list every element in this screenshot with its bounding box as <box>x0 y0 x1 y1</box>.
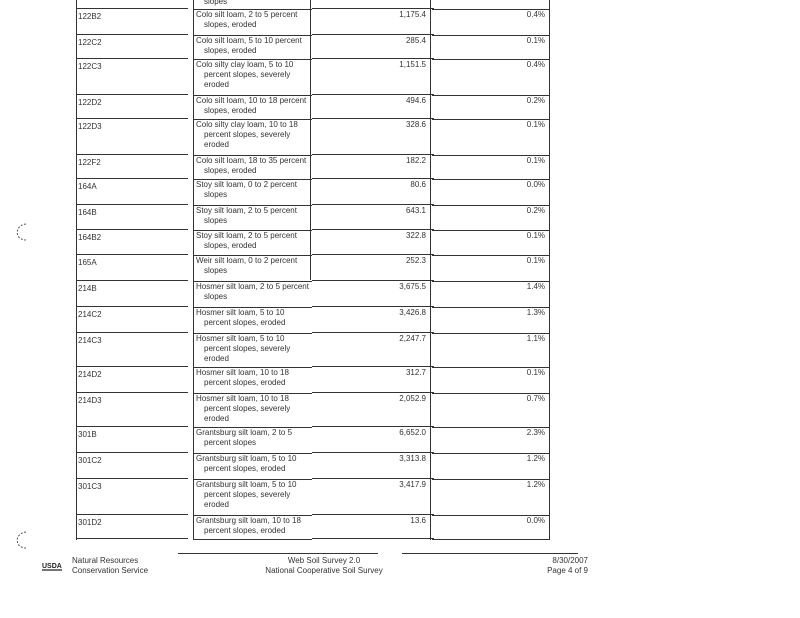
map-unit-name <box>196 120 314 150</box>
map-unit-name-line: Weir silt loam, 0 to 2 percent <box>196 256 298 265</box>
map-unit-name-line: eroded <box>204 500 229 509</box>
percent-of-aoi: 2.3% <box>526 428 545 437</box>
map-unit-symbol: 164B2 <box>78 233 102 242</box>
acres-in-aoi: 3,426.8 <box>399 308 426 317</box>
map-unit-name-line: percent slopes <box>204 438 257 447</box>
map-unit-name-line: percent slopes, eroded <box>204 464 286 473</box>
map-unit-name-line: slopes, eroded <box>204 166 257 175</box>
map-unit-name-line: slopes, eroded <box>204 106 257 115</box>
map-unit-name-line: Hosmer silt loam, 5 to 10 <box>196 334 285 343</box>
row-divider <box>76 366 188 367</box>
map-unit-name-line: eroded <box>204 354 229 363</box>
acres-in-aoi: 3,675.5 <box>399 282 426 291</box>
row-divider <box>76 478 188 479</box>
map-unit-name <box>196 36 314 56</box>
map-unit-name-line: Stoy silt loam, 2 to 5 percent <box>196 231 297 240</box>
row-divider <box>312 154 434 155</box>
map-unit-name-line: slopes <box>204 266 228 275</box>
acres-in-aoi: 312.7 <box>405 368 426 377</box>
percent-of-aoi: 0.0% <box>526 516 545 525</box>
percent-of-aoi: 0.2% <box>526 96 545 105</box>
row-divider <box>432 539 549 540</box>
row-divider <box>312 280 434 281</box>
percent-of-aoi: 1.2% <box>526 480 545 489</box>
row-divider <box>76 204 188 205</box>
page-info <box>500 556 588 576</box>
column-divider <box>549 0 550 540</box>
map-unit-name-line: Colo silt loam, 18 to 35 percent <box>196 156 307 165</box>
acres-in-aoi: 182.2 <box>405 156 426 165</box>
acres-in-aoi: 13.6 <box>410 516 426 525</box>
page-number: Page 4 of 9 <box>547 566 588 575</box>
map-unit-symbol: 214C3 <box>78 336 102 345</box>
percent-of-aoi: 0.1% <box>526 231 545 240</box>
row-divider <box>312 58 434 59</box>
row-divider <box>76 426 188 427</box>
row-divider <box>312 34 434 35</box>
percent-of-aoi: 0.1% <box>526 36 545 45</box>
acres-in-aoi: 494.6 <box>405 96 426 105</box>
row-divider <box>76 254 188 255</box>
map-unit-name-line: slopes <box>204 216 228 225</box>
row-divider <box>76 514 188 515</box>
acres-in-aoi: 2,052.9 <box>399 394 426 403</box>
map-unit-name-line: slopes <box>204 0 228 6</box>
row-divider <box>312 514 434 515</box>
percent-of-aoi: 0.1% <box>526 368 545 377</box>
acres-in-aoi: 1,151.5 <box>399 60 426 69</box>
map-unit-name <box>196 96 314 116</box>
row-divider <box>312 426 434 427</box>
survey-name <box>232 556 416 576</box>
map-unit-name-line: eroded <box>204 80 229 89</box>
footer-rule <box>178 553 378 554</box>
percent-of-aoi: 0.1% <box>526 120 545 129</box>
map-unit-symbol: 301B <box>78 430 97 439</box>
map-unit-name <box>196 231 314 251</box>
map-unit-name <box>196 394 314 424</box>
row-divider <box>76 94 188 95</box>
map-unit-symbol: 122D3 <box>78 122 102 131</box>
row-divider <box>312 366 434 367</box>
map-unit-symbol: 214C2 <box>78 310 102 319</box>
acres-in-aoi: 3,417.9 <box>399 480 426 489</box>
map-unit-name <box>196 428 314 448</box>
percent-of-aoi: 0.4% <box>526 10 545 19</box>
percent-of-aoi: 1.1% <box>526 334 545 343</box>
row-divider <box>76 538 188 539</box>
map-unit-name-line: slopes <box>204 292 228 301</box>
row-divider <box>312 118 434 119</box>
map-unit-name <box>196 206 314 226</box>
map-unit-name <box>196 180 314 200</box>
map-unit-symbol: 164A <box>78 182 97 191</box>
map-unit-name-line: eroded <box>204 140 229 149</box>
map-unit-name <box>196 282 314 302</box>
row-divider <box>312 452 434 453</box>
percent-of-aoi: 1.2% <box>526 454 545 463</box>
column-divider <box>193 0 194 540</box>
row-divider <box>76 118 188 119</box>
acres-in-aoi: 2,247.7 <box>399 334 426 343</box>
map-unit-name-line: eroded <box>204 414 229 423</box>
map-unit-name-line: Grantsburg silt loam, 5 to 10 <box>196 454 297 463</box>
punch-hole-mark <box>14 530 28 550</box>
map-unit-symbol: 301C2 <box>78 456 102 465</box>
acres-in-aoi: 285.4 <box>405 36 426 45</box>
map-unit-name <box>196 256 314 276</box>
survey-line2: National Cooperative Soil Survey <box>265 566 383 575</box>
row-divider <box>312 392 434 393</box>
percent-of-aoi: 0.7% <box>526 394 545 403</box>
map-unit-name-line: Stoy silt loam, 0 to 2 percent <box>196 180 297 189</box>
acres-in-aoi: 252.3 <box>405 256 426 265</box>
map-unit-symbol: 214D2 <box>78 370 102 379</box>
row-divider <box>76 34 188 35</box>
row-divider <box>76 452 188 453</box>
acres-in-aoi: 322.8 <box>405 231 426 240</box>
percent-of-aoi: 0.0% <box>526 180 545 189</box>
map-unit-symbol: 122F2 <box>78 158 101 167</box>
map-unit-symbol: 214D3 <box>78 396 102 405</box>
map-unit-name <box>196 156 314 176</box>
map-unit-name-line: Grantsburg silt loam, 5 to 10 <box>196 480 297 489</box>
svg-text:USDA: USDA <box>42 563 62 570</box>
map-unit-name <box>196 516 314 536</box>
acres-in-aoi: 6,652.0 <box>399 428 426 437</box>
map-unit-symbol: 164B <box>78 208 97 217</box>
map-unit-symbol: 214B <box>78 284 97 293</box>
row-divider <box>312 178 434 179</box>
acres-in-aoi: 643.1 <box>405 206 426 215</box>
map-unit-name-line: Stoy silt loam, 2 to 5 percent <box>196 206 297 215</box>
percent-of-aoi: 1.4% <box>526 282 545 291</box>
map-unit-name-line: slopes <box>204 190 228 199</box>
map-unit-symbol: 122D2 <box>78 98 102 107</box>
row-divider <box>312 8 434 9</box>
map-unit-name-line: percent slopes, severely <box>204 490 291 499</box>
percent-of-aoi: 0.1% <box>526 256 545 265</box>
percent-of-aoi: 1.3% <box>526 308 545 317</box>
map-unit-name <box>196 60 314 90</box>
percent-of-aoi: 0.4% <box>526 60 545 69</box>
map-unit-name <box>196 480 314 510</box>
map-unit-name-line: Hosmer silt loam, 2 to 5 percent <box>196 282 309 291</box>
map-unit-symbol: 122C3 <box>78 62 102 71</box>
map-unit-name-line: Colo silty clay loam, 5 to 10 <box>196 60 294 69</box>
row-divider <box>312 229 434 230</box>
map-unit-name <box>196 334 314 364</box>
map-unit-name-line: Colo silty clay loam, 10 to 18 <box>196 120 298 129</box>
row-divider <box>76 392 188 393</box>
acres-in-aoi: 3,313.8 <box>399 454 426 463</box>
map-unit-name <box>196 10 314 30</box>
row-divider <box>76 332 188 333</box>
map-unit-name-line: percent slopes, severely <box>204 344 291 353</box>
acres-in-aoi: 1,175.4 <box>399 10 426 19</box>
row-divider <box>312 332 434 333</box>
map-unit-name-line: slopes, eroded <box>204 241 257 250</box>
map-unit-name-line: percent slopes, eroded <box>204 378 286 387</box>
map-unit-name-line: percent slopes, severely <box>204 130 291 139</box>
row-divider <box>76 306 188 307</box>
row-divider <box>312 538 434 539</box>
map-unit-name-line: percent slopes, eroded <box>204 318 286 327</box>
agency-line2: Conservation Service <box>72 566 149 575</box>
map-unit-name-line: Grantsburg silt loam, 10 to 18 <box>196 516 301 525</box>
column-divider <box>430 0 431 540</box>
agency-line1: Natural Resources <box>72 556 139 565</box>
map-unit-name-line: percent slopes, eroded <box>204 526 286 535</box>
row-divider <box>312 204 434 205</box>
usda-logo-icon <box>42 559 64 571</box>
column-divider <box>76 0 77 540</box>
map-unit-name-line: slopes, eroded <box>204 46 257 55</box>
map-unit-name-line: Colo silt loam, 10 to 18 percent <box>196 96 307 105</box>
row-divider <box>312 478 434 479</box>
row-divider <box>312 306 434 307</box>
footer-rule <box>402 553 578 554</box>
row-divider <box>76 280 188 281</box>
map-unit-name-line: percent slopes, severely <box>204 70 291 79</box>
row-divider <box>312 94 434 95</box>
acres-in-aoi: 80.6 <box>410 180 426 189</box>
row-divider <box>76 229 188 230</box>
map-unit-name <box>196 454 314 474</box>
row-divider <box>76 154 188 155</box>
row-divider <box>312 254 434 255</box>
row-divider <box>76 8 188 9</box>
column-divider <box>310 0 311 280</box>
map-unit-symbol: 301C3 <box>78 482 102 491</box>
percent-of-aoi: 0.1% <box>526 156 545 165</box>
percent-of-aoi: 0.2% <box>526 206 545 215</box>
map-unit-name-line: Grantsburg silt loam, 2 to 5 <box>196 428 293 437</box>
map-unit-name-line: Colo silt loam, 5 to 10 percent <box>196 36 302 45</box>
survey-line1: Web Soil Survey 2.0 <box>287 556 361 565</box>
map-unit-name-line: Hosmer silt loam, 10 to 18 <box>196 394 289 403</box>
map-unit-name-line: percent slopes, severely <box>204 404 291 413</box>
print-date: 8/30/2007 <box>552 556 588 565</box>
row-divider <box>76 58 188 59</box>
agency-name <box>72 556 148 576</box>
map-unit-symbol: 122C2 <box>78 38 102 47</box>
punch-hole-mark <box>14 222 28 242</box>
map-unit-symbol: 165A <box>78 258 97 267</box>
row-divider <box>194 539 312 540</box>
map-unit-symbol: 122B2 <box>78 12 102 21</box>
map-unit-name <box>196 0 314 7</box>
map-unit-name <box>196 308 314 328</box>
row-divider <box>76 178 188 179</box>
map-unit-name <box>196 368 314 388</box>
map-unit-name-line: Hosmer silt loam, 10 to 18 <box>196 368 289 377</box>
map-unit-name-line: Colo silt loam, 2 to 5 percent <box>196 10 298 19</box>
map-unit-name-line: slopes, eroded <box>204 20 257 29</box>
acres-in-aoi: 328.6 <box>405 120 426 129</box>
map-unit-name-line: Hosmer silt loam, 5 to 10 <box>196 308 285 317</box>
map-unit-symbol: 301D2 <box>78 518 102 527</box>
